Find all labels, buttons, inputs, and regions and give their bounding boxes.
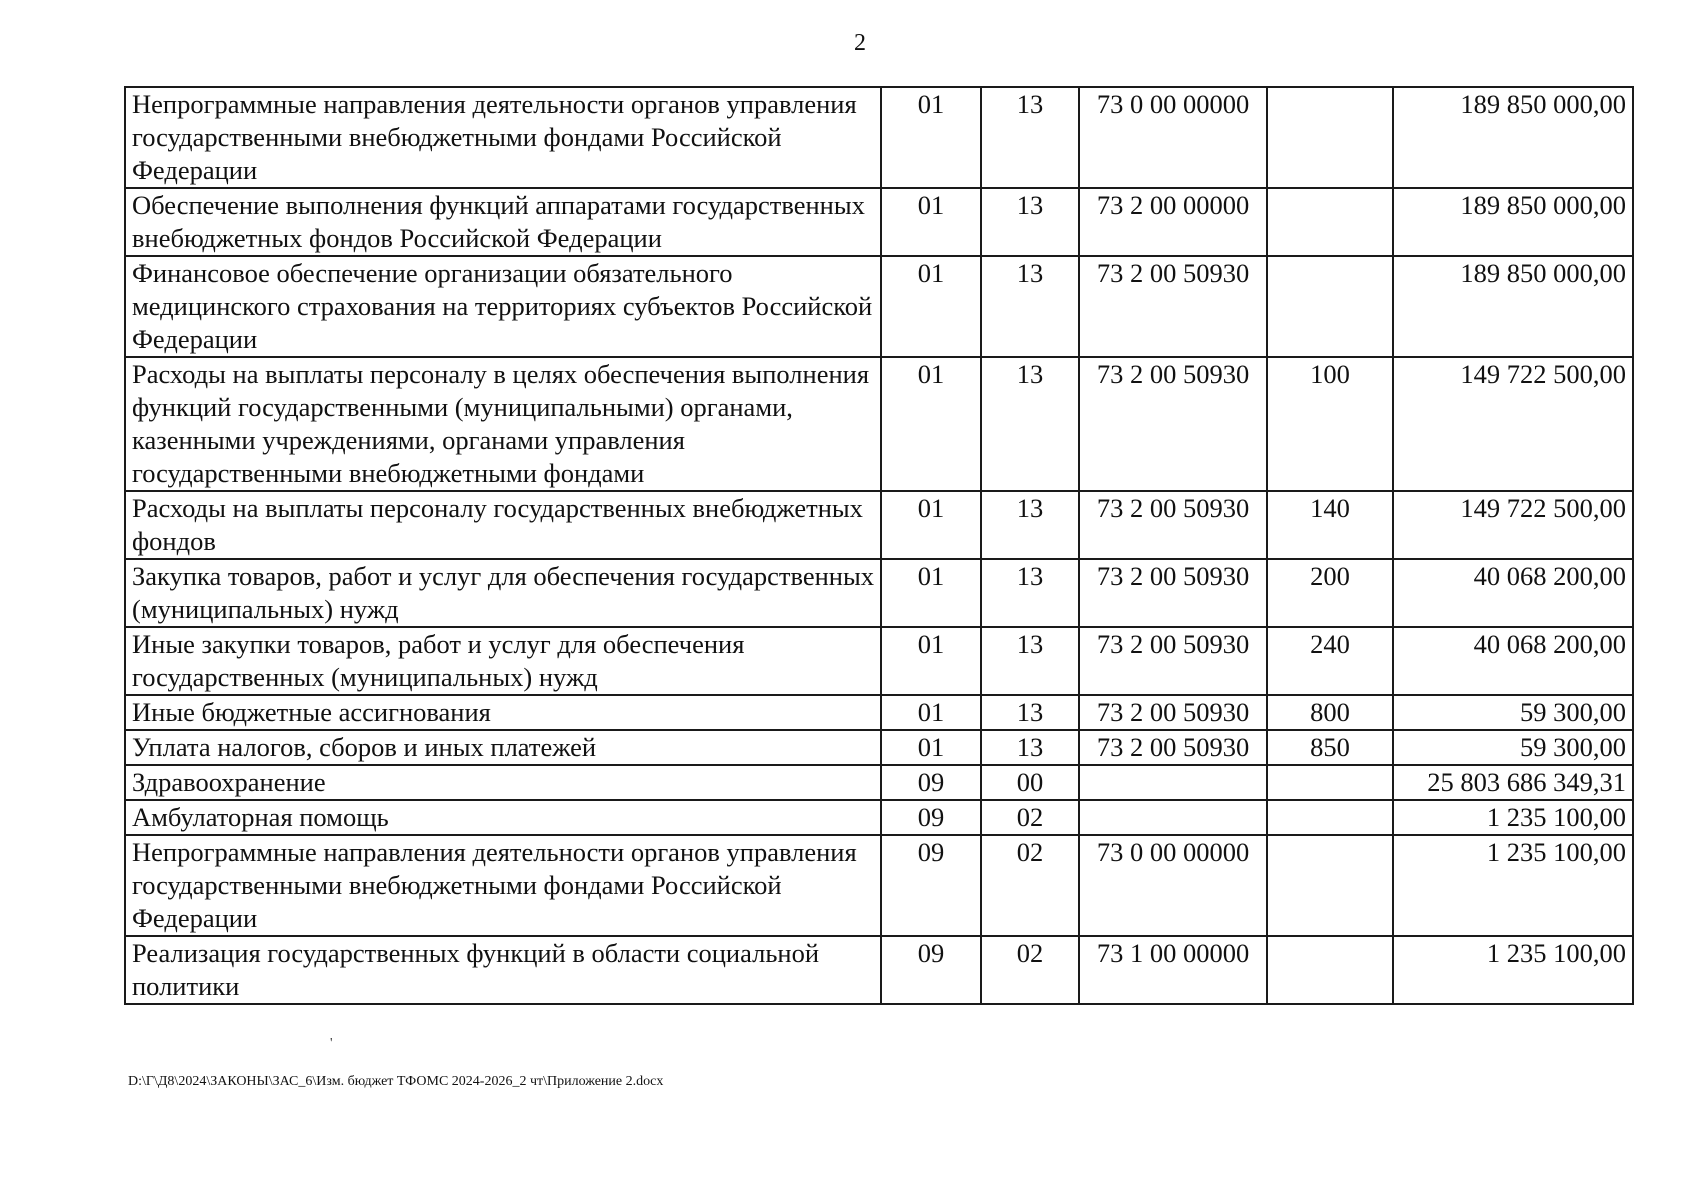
budget-item-name: Амбулаторная помощь [125,800,881,835]
expense-type-code [1267,800,1393,835]
target-article-code: 73 2 00 50930 [1079,357,1267,491]
amount: 189 850 000,00 [1393,256,1633,357]
stray-mark: ' [330,1036,333,1051]
budget-item-name: Иные закупки товаров, работ и услуг для обеспечения государственных (муниципальных) нужд [125,627,881,695]
amount: 1 235 100,00 [1393,835,1633,936]
table-row [125,695,1633,730]
table-row [125,800,1633,835]
subsection-code: 13 [981,491,1079,559]
footer-file-path: D:\Г\Д8\2024\ЗАКОНЫ\ЗАС_6\Изм. бюджет ТФОМС 2024-2026_2 чт\Приложение 2.docx [128,1074,664,1089]
subsection-code: 00 [981,765,1079,800]
section-code: 09 [881,936,981,1004]
target-article-code: 73 2 00 50930 [1079,256,1267,357]
budget-item-name: Расходы на выплаты персоналу в целях обеспечения выполнения функций государственными (муниципальными) органами, казенными учреждениями, органами управления государственными внебюджетными фондами [125,357,881,491]
expense-type-code: 240 [1267,627,1393,695]
target-article-code: 73 2 00 50930 [1079,559,1267,627]
budget-table [124,86,1634,1005]
expense-type-code: 100 [1267,357,1393,491]
target-article-code [1079,800,1267,835]
amount: 25 803 686 349,31 [1393,765,1633,800]
budget-item-name: Финансовое обеспечение организации обязательного медицинского страхования на территориях субъектов Российской Федерации [125,256,881,357]
table-row [125,559,1633,627]
subsection-code: 02 [981,835,1079,936]
budget-item-name: Расходы на выплаты персоналу государственных внебюджетных фондов [125,491,881,559]
budget-item-name: Непрограммные направления деятельности органов управления государственными внебюджетными фондами Российской Федерации [125,835,881,936]
amount: 189 850 000,00 [1393,87,1633,188]
subsection-code: 13 [981,627,1079,695]
amount: 40 068 200,00 [1393,559,1633,627]
expense-type-code [1267,256,1393,357]
target-article-code: 73 2 00 50930 [1079,491,1267,559]
table-row [125,188,1633,256]
section-code: 01 [881,627,981,695]
amount: 59 300,00 [1393,695,1633,730]
subsection-code: 13 [981,730,1079,765]
page-number: 2 [854,30,866,56]
table-row [125,256,1633,357]
expense-type-code: 200 [1267,559,1393,627]
expense-type-code [1267,765,1393,800]
subsection-code: 13 [981,256,1079,357]
budget-item-name: Уплата налогов, сборов и иных платежей [125,730,881,765]
subsection-code: 02 [981,936,1079,1004]
section-code: 01 [881,695,981,730]
table-row [125,87,1633,188]
section-code: 09 [881,835,981,936]
table-row [125,491,1633,559]
budget-table-body [125,87,1633,1004]
target-article-code [1079,765,1267,800]
amount: 149 722 500,00 [1393,491,1633,559]
section-code: 09 [881,800,981,835]
section-code: 01 [881,256,981,357]
section-code: 01 [881,357,981,491]
section-code: 01 [881,491,981,559]
expense-type-code: 800 [1267,695,1393,730]
amount: 189 850 000,00 [1393,188,1633,256]
table-row [125,835,1633,936]
budget-item-name: Непрограммные направления деятельности органов управления государственными внебюджетными фондами Российской Федерации [125,87,881,188]
section-code: 09 [881,765,981,800]
budget-item-name: Обеспечение выполнения функций аппаратами государственных внебюджетных фондов Российской Федерации [125,188,881,256]
amount: 40 068 200,00 [1393,627,1633,695]
budget-item-name: Здравоохранение [125,765,881,800]
target-article-code: 73 0 00 00000 [1079,835,1267,936]
subsection-code: 13 [981,357,1079,491]
amount: 59 300,00 [1393,730,1633,765]
table-row [125,730,1633,765]
target-article-code: 73 0 00 00000 [1079,87,1267,188]
budget-item-name: Иные бюджетные ассигнования [125,695,881,730]
expense-type-code [1267,87,1393,188]
section-code: 01 [881,559,981,627]
budget-item-name: Реализация государственных функций в области социальной политики [125,936,881,1004]
subsection-code: 13 [981,188,1079,256]
section-code: 01 [881,730,981,765]
amount: 1 235 100,00 [1393,800,1633,835]
subsection-code: 13 [981,695,1079,730]
expense-type-code: 850 [1267,730,1393,765]
expense-type-code [1267,936,1393,1004]
target-article-code: 73 1 00 00000 [1079,936,1267,1004]
amount: 149 722 500,00 [1393,357,1633,491]
subsection-code: 02 [981,800,1079,835]
budget-item-name: Закупка товаров, работ и услуг для обеспечения государственных (муниципальных) нужд [125,559,881,627]
target-article-code: 73 2 00 50930 [1079,695,1267,730]
target-article-code: 73 2 00 00000 [1079,188,1267,256]
table-row [125,357,1633,491]
expense-type-code [1267,835,1393,936]
amount: 1 235 100,00 [1393,936,1633,1004]
subsection-code: 13 [981,559,1079,627]
subsection-code: 13 [981,87,1079,188]
section-code: 01 [881,87,981,188]
target-article-code: 73 2 00 50930 [1079,730,1267,765]
section-code: 01 [881,188,981,256]
table-row [125,936,1633,1004]
expense-type-code: 140 [1267,491,1393,559]
table-row [125,627,1633,695]
target-article-code: 73 2 00 50930 [1079,627,1267,695]
expense-type-code [1267,188,1393,256]
table-row [125,765,1633,800]
